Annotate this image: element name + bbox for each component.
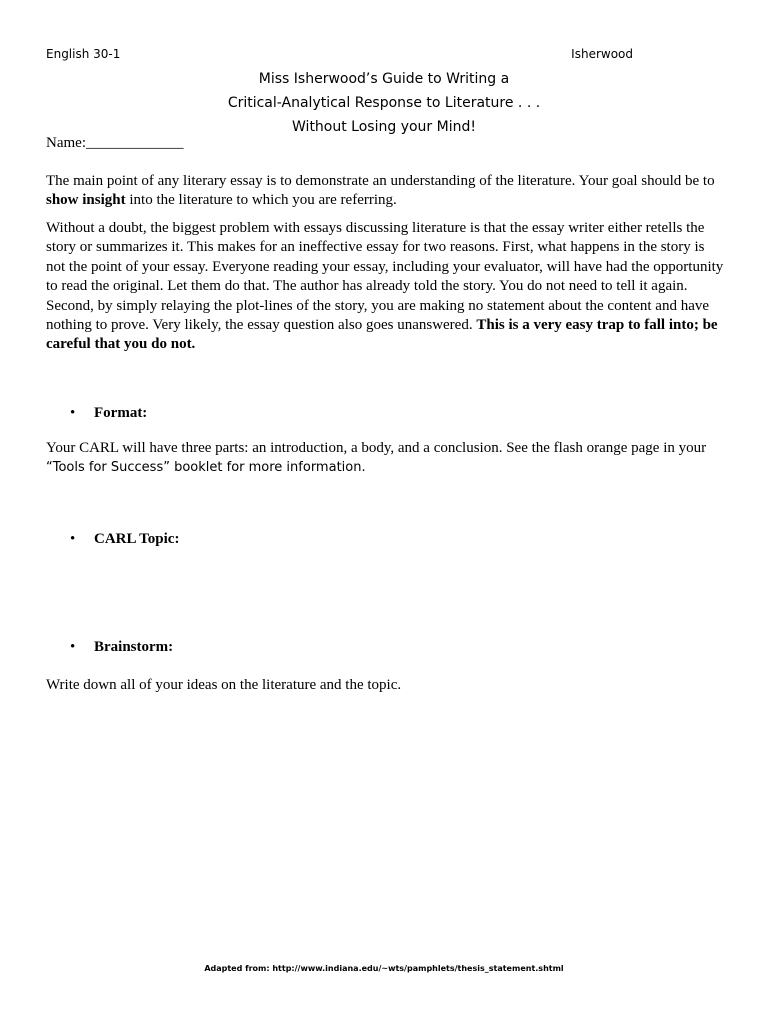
topic-label: CARL Topic: bbox=[94, 531, 180, 547]
name-field: Name:_____________ bbox=[46, 135, 184, 151]
title-line-2: Critical-Analytical Response to Literature . . . bbox=[227, 95, 541, 111]
format-label: Format: bbox=[94, 405, 148, 421]
problem-emphasis: This is a very easy trap to fall into; be careful that you do not. bbox=[46, 317, 718, 353]
problem-text: Without a doubt, the biggest problem with essays discussing literature is that the essay writer either retells the story or summarizes it. This makes for an ineffective essay for two reasons. First, what happens in the story is not the point of your essay. Everyone reading your essay, including your evaluator, will have had the opportunity to read the original. Let them do that. The author has already told the story. You do not need to tell it again. Second, by simply relaying the plot-lines of the story, you are making no statement about the content and have nothing to prove. Very likely, the essay question also goes unanswered. bbox=[46, 220, 724, 334]
bullet-icon: • bbox=[70, 405, 76, 421]
intro-paragraph bbox=[46, 172, 726, 211]
topic-heading bbox=[70, 531, 179, 548]
brainstorm-paragraph: Write down all of your ideas on the literature and the topic. bbox=[46, 677, 402, 693]
problem-paragraph bbox=[46, 219, 726, 355]
source-footer: Adapted from: http://www.indiana.edu/~wts/pamphlets/thesis_statement.shtml bbox=[204, 964, 564, 973]
intro-text-start: The main point of any literary essay is to demonstrate an understanding of the literature. Your goal should be to bbox=[46, 173, 715, 189]
title-line-1: Miss Isherwood’s Guide to Writing a bbox=[258, 71, 510, 87]
format-text-booklet: “Tools for Success” booklet for more information. bbox=[46, 460, 366, 476]
format-heading bbox=[70, 405, 147, 422]
intro-emphasis: show insight bbox=[46, 192, 126, 209]
title-line-3: Without Losing your Mind! bbox=[292, 119, 476, 135]
course-label: English 30-1 bbox=[46, 47, 121, 61]
brainstorm-label: Brainstorm: bbox=[94, 639, 174, 655]
bullet-icon: • bbox=[70, 639, 76, 655]
author-label: Isherwood bbox=[571, 47, 633, 61]
bullet-icon: • bbox=[70, 531, 76, 547]
intro-text-end: into the literature to which you are referring. bbox=[125, 192, 397, 209]
format-paragraph bbox=[46, 439, 726, 478]
brainstorm-heading bbox=[70, 639, 173, 656]
format-text: Your CARL will have three parts: an introduction, a body, and a conclusion. See the flash orange page in your bbox=[46, 440, 707, 456]
